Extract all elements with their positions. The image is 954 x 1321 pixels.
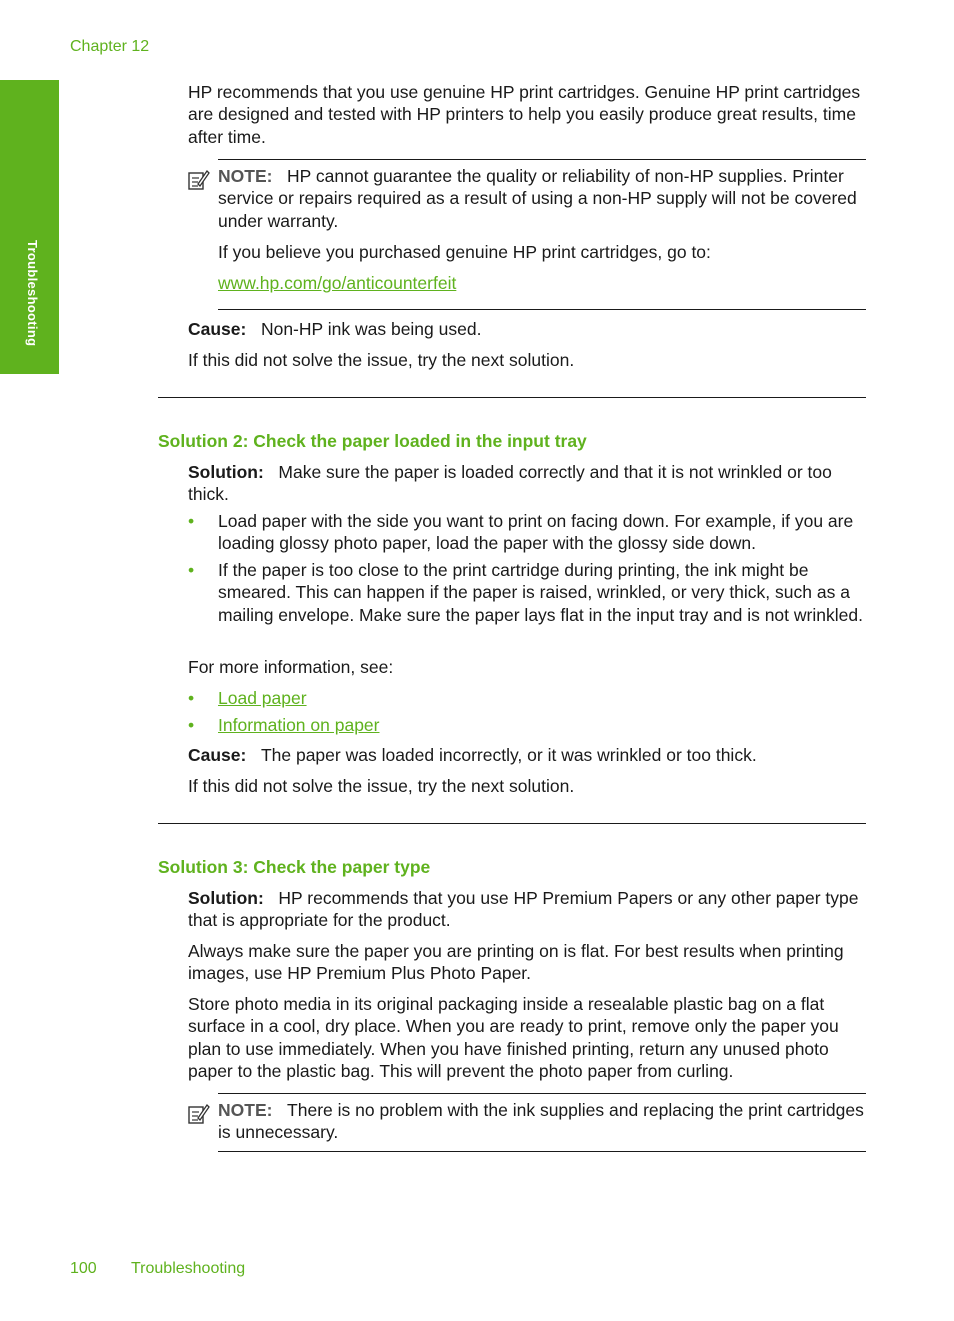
page-number: 100: [70, 1260, 97, 1277]
solution-3-text: [188, 887, 868, 932]
note-text: [218, 165, 868, 232]
bullet-icon: •: [188, 715, 195, 735]
cause-text: Non-HP ink was being used.: [260, 319, 482, 339]
note-followup: If you believe you purchased genuine HP print cartridges, go to:: [218, 242, 711, 262]
solution-3-para2: Always make sure the paper you are printing on is flat. For best results when printing images, use HP Premium Plus Photo Paper.: [188, 941, 844, 984]
solution-body: HP recommends that you use HP Premium Papers or any other paper type that is appropriate for the product.: [188, 888, 859, 931]
note-top-rule: [218, 1093, 866, 1094]
note-label: NOTE:: [218, 1100, 273, 1120]
solution-2-text: [188, 461, 868, 506]
information-on-paper-link[interactable]: Information on paper: [218, 715, 380, 735]
bullet-icon: •: [188, 560, 195, 580]
section-divider: [158, 397, 866, 398]
note-bottom-rule: [218, 309, 866, 310]
section-divider: [158, 823, 866, 824]
solution-3-para3: Store photo media in its original packaging inside a resealable plastic bag on a flat surface in a cool, dry place. When you are ready to print, remove only the paper you plan to use immediately. When you have finished printing, return any unused photo paper to the plastic bag. This will prevent the photo paper from curling.: [188, 994, 839, 1081]
note-body: There is no problem with the ink supplies and replacing the print cartridges is unnecessary.: [218, 1100, 864, 1143]
note-bottom-rule: [218, 1151, 866, 1152]
anticounterfeit-link[interactable]: www.hp.com/go/anticounterfeit: [218, 273, 457, 293]
chapter-label: Chapter 12: [70, 38, 150, 55]
note-pencil-icon: [188, 169, 210, 191]
solution-body: Make sure the paper is loaded correctly and that it is not wrinkled or too thick.: [188, 462, 832, 505]
note-pencil-icon: [188, 1103, 210, 1125]
more-info-text: For more information, see:: [188, 657, 394, 677]
next-solution-1: If this did not solve the issue, try the next solution.: [188, 350, 575, 370]
cause-1: [188, 318, 868, 340]
side-tab-label: Troubleshooting: [25, 240, 40, 347]
solution-label: Solution:: [188, 462, 264, 482]
next-solution-2: If this did not solve the issue, try the next solution.: [188, 776, 575, 796]
load-paper-link[interactable]: Load paper: [218, 688, 307, 708]
note-label: NOTE:: [218, 166, 273, 186]
solution-3-heading: Solution 3: Check the paper type: [158, 857, 431, 877]
solution-2-heading: Solution 2: Check the paper loaded in the input tray: [158, 431, 587, 451]
list-item-text: If the paper is too close to the print cartridge during printing, the ink might be smeared. This can happen if the paper is raised, wrinkled, or very thick, such as a mailing envelope. Make sure the paper lays flat in the input tray and is not wrinkled.: [218, 560, 863, 625]
note-body: HP cannot guarantee the quality or reliability of non-HP supplies. Printer service or repairs required as a result of using a non-HP supply will not be covered under warranty.: [218, 166, 857, 231]
intro-paragraph: HP recommends that you use genuine HP print cartridges. Genuine HP print cartridges are designed and tested with HP printers to help you easily produce great results, time after time.: [188, 82, 861, 147]
cause-text: The paper was loaded incorrectly, or it was wrinkled or too thick.: [260, 745, 757, 765]
anticounterfeit-link-line: [218, 272, 868, 294]
cause-label: Cause:: [188, 745, 247, 765]
cause-2: [188, 744, 868, 766]
note-text: [218, 1099, 868, 1144]
bullet-icon: •: [188, 688, 195, 708]
bullet-icon: •: [188, 511, 195, 531]
cause-label: Cause:: [188, 319, 247, 339]
solution-label: Solution:: [188, 888, 264, 908]
list-item-text: Load paper with the side you want to print on facing down. For example, if you are loading glossy photo paper, load the paper with the glossy side down.: [218, 511, 854, 554]
note-top-rule: [218, 159, 866, 160]
footer-title: Troubleshooting: [131, 1260, 246, 1277]
